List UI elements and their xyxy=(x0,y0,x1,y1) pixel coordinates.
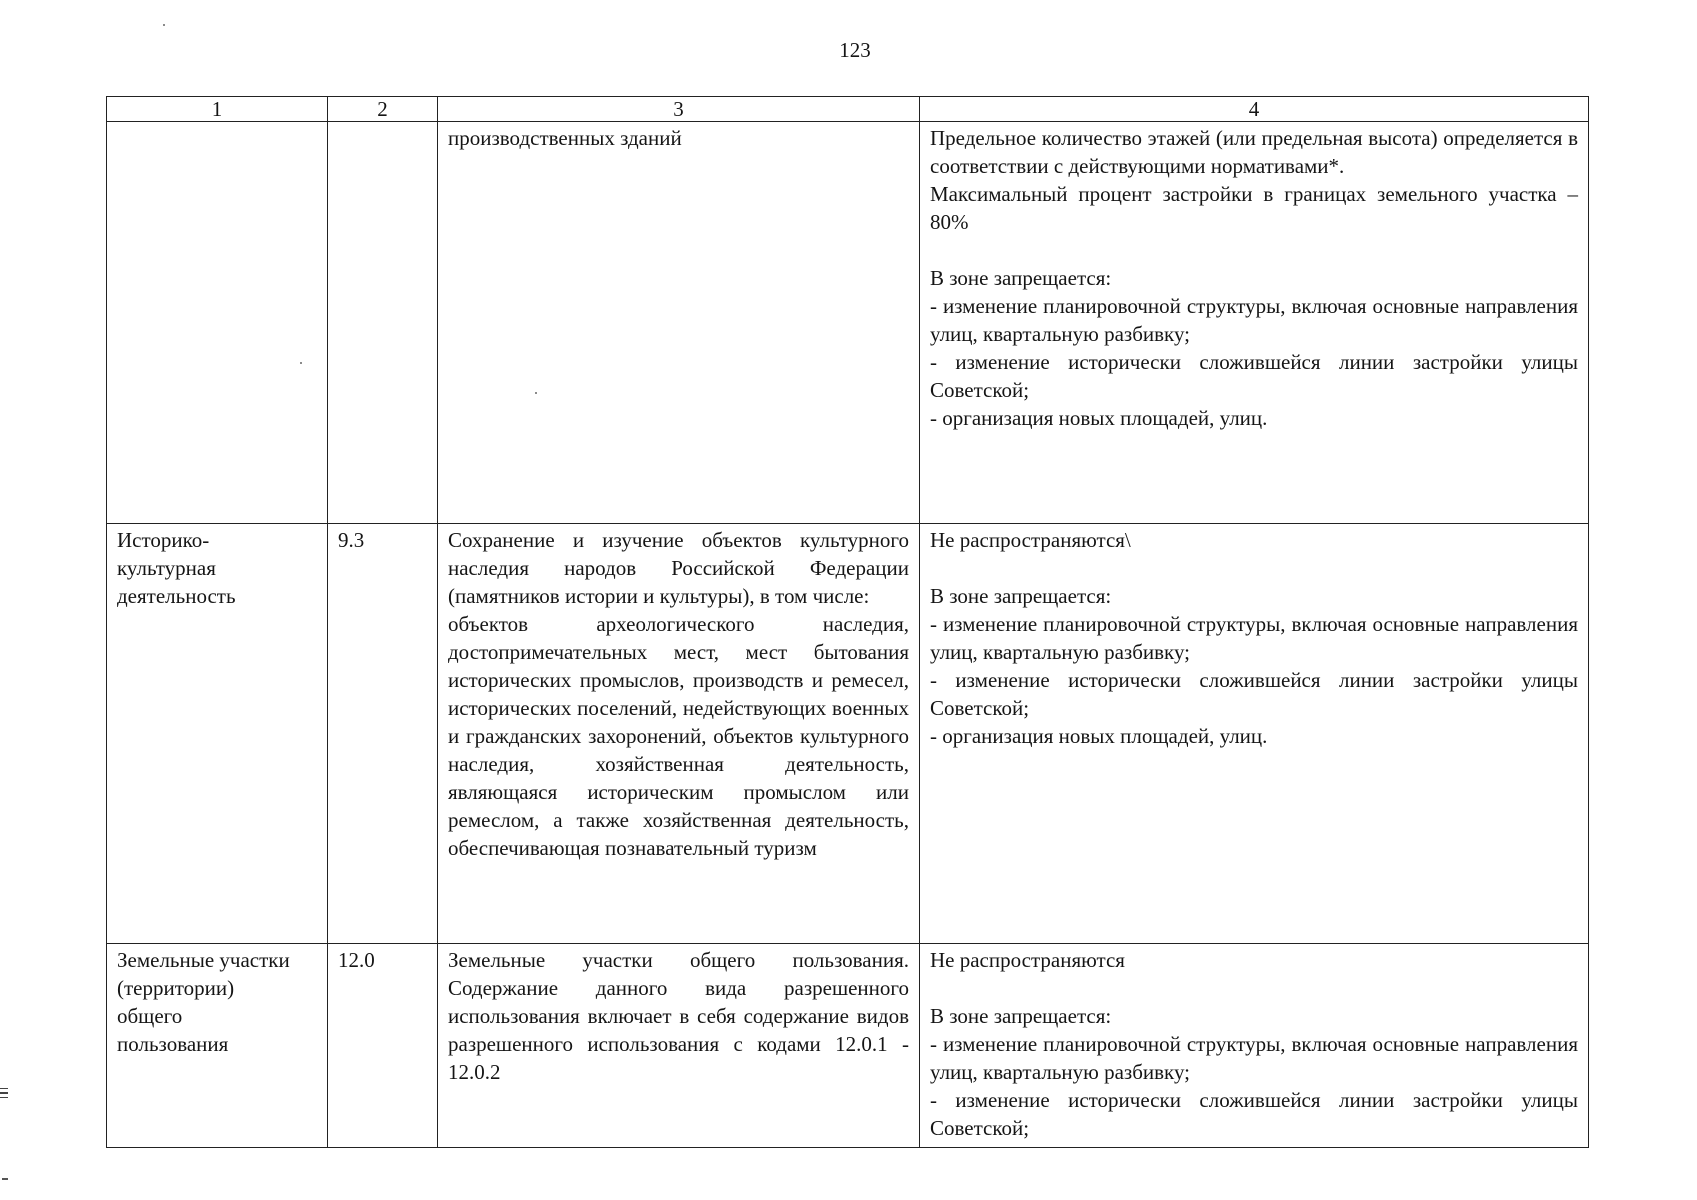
table-row xyxy=(107,524,1589,944)
use-name-line: Историко- xyxy=(117,528,210,552)
blank-line xyxy=(930,974,1578,1002)
column-header-4: 4 xyxy=(920,97,1589,122)
use-name-line: Земельные участки xyxy=(117,948,290,972)
restriction-heading: В зоне запрещается: xyxy=(930,266,1112,290)
cell-code: 9.3 xyxy=(328,524,438,944)
restriction-item: - организация новых площадей, улиц. xyxy=(930,724,1268,748)
zoning-table xyxy=(106,96,1589,1148)
cell-parameters xyxy=(920,122,1589,524)
scan-speck xyxy=(163,24,165,26)
cell-parameters xyxy=(920,944,1589,1148)
scan-speck xyxy=(535,392,537,394)
blank-line xyxy=(930,554,1578,582)
restriction-item: - изменение исторически сложившейся линии застройки улицы Советской; xyxy=(930,668,1578,720)
scan-speck xyxy=(300,362,302,364)
restriction-heading: В зоне запрещается: xyxy=(930,1004,1112,1028)
restriction-item: - изменение планировочной структуры, включая основные направления улиц, квартальную разбивку; xyxy=(930,294,1578,346)
parameter-text: Не распространяются xyxy=(930,948,1125,972)
cell-use-name xyxy=(107,944,328,1148)
table-row xyxy=(107,944,1589,1148)
parameter-text: Не распространяются\ xyxy=(930,528,1131,552)
use-name-line: общего xyxy=(117,1004,183,1028)
parameter-text: Предельное количество этажей (или предельная высота) определяется в соответствии с действующими нормативами*. xyxy=(930,126,1578,178)
cell-parameters xyxy=(920,524,1589,944)
restriction-item: - организация новых площадей, улиц. xyxy=(930,406,1268,430)
column-header-2: 2 xyxy=(328,97,438,122)
parameter-text: Максимальный процент застройки в границах земельного участка – 80% xyxy=(930,182,1578,234)
page-number: 123 xyxy=(839,38,871,62)
cell-description xyxy=(438,524,920,944)
use-name-line: пользования xyxy=(117,1032,229,1056)
cell-description xyxy=(438,944,920,1148)
description-text: Сохранение и изучение объектов культурного наследия народов Российской Федерации (памятников истории и культуры), в том числе: xyxy=(448,528,909,608)
cell-description xyxy=(438,122,920,524)
description-text: производственных зданий xyxy=(448,126,682,150)
table-row xyxy=(107,122,1589,524)
description-text: объектов археологического наследия, достопримечательных мест, мест бытования исторических промыслов, производств и ремесел, исторических поселений, недействующих военных и гражданских захоронений, объектов культурного наследия, хозяйственная деятельность, являющаяся историческим промыслом или ремеслом, а также хозяйственная деятельность, обеспечивающая познавательный туризм xyxy=(448,612,909,860)
cell-code: 12.0 xyxy=(328,944,438,1148)
header-row xyxy=(107,97,1589,122)
cell-use-name xyxy=(107,122,328,524)
column-header-3: 3 xyxy=(438,97,920,122)
cell-use-name xyxy=(107,524,328,944)
use-name-line: культурная xyxy=(117,556,216,580)
scan-margin-mark xyxy=(0,1088,8,1102)
scan-edge-tick xyxy=(2,1178,8,1180)
restriction-item: - изменение планировочной структуры, включая основные направления улиц, квартальную разбивку; xyxy=(930,1032,1578,1084)
restriction-item: - изменение исторически сложившейся линии застройки улицы Советской; xyxy=(930,350,1578,402)
restriction-heading: В зоне запрещается: xyxy=(930,584,1112,608)
column-header-1: 1 xyxy=(107,97,328,122)
description-text: Земельные участки общего пользования. Содержание данного вида разрешенного использования включает в себя содержание видов разрешенного использования с кодами 12.0.1 - 12.0.2 xyxy=(448,948,909,1084)
restriction-item: - изменение планировочной структуры, включая основные направления улиц, квартальную разбивку; xyxy=(930,612,1578,664)
use-name-line: (территории) xyxy=(117,976,235,1000)
blank-line xyxy=(930,236,1578,264)
restriction-item: - изменение исторически сложившейся линии застройки улицы Советской; xyxy=(930,1088,1578,1140)
use-name-line: деятельность xyxy=(117,584,236,608)
cell-code xyxy=(328,122,438,524)
